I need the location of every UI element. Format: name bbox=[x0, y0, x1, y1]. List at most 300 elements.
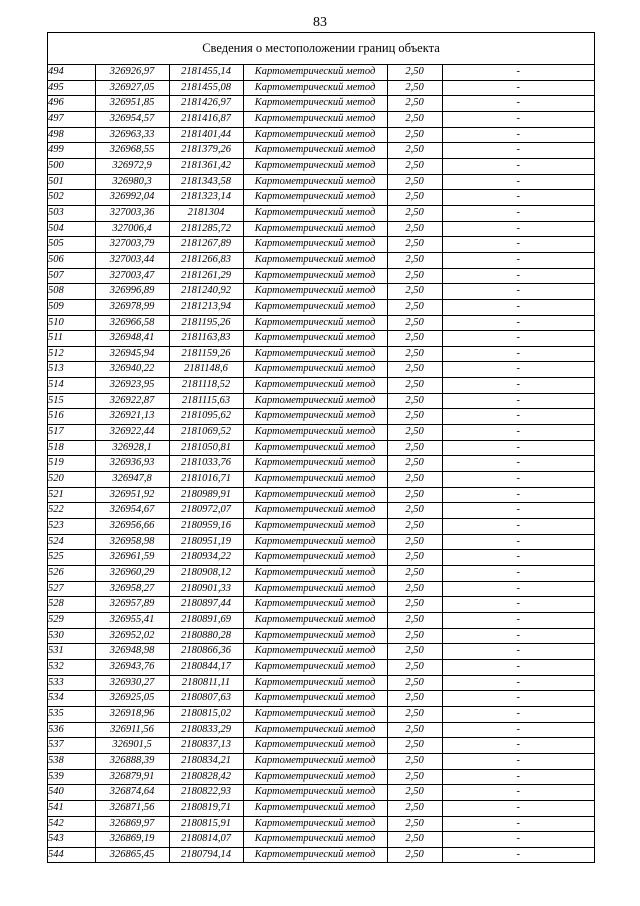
note-cell: - bbox=[442, 472, 594, 488]
note-cell: - bbox=[442, 800, 594, 816]
coordinate-x: 326871,56 bbox=[95, 800, 169, 816]
coordinate-y: 2180828,42 bbox=[169, 769, 243, 785]
table-row bbox=[48, 315, 594, 331]
accuracy-cell: 2,50 bbox=[387, 691, 442, 707]
coordinate-x: 326869,97 bbox=[95, 816, 169, 832]
coordinate-x: 327006,4 bbox=[95, 221, 169, 237]
note-cell: - bbox=[442, 143, 594, 159]
table-row bbox=[48, 769, 594, 785]
method-cell: Картометрический метод bbox=[243, 174, 387, 190]
accuracy-cell: 2,50 bbox=[387, 284, 442, 300]
method-cell: Картометрический метод bbox=[243, 205, 387, 221]
accuracy-cell: 2,50 bbox=[387, 612, 442, 628]
coordinate-x: 326972,9 bbox=[95, 158, 169, 174]
coordinate-y: 2180866,36 bbox=[169, 644, 243, 660]
method-cell: Картометрический метод bbox=[243, 362, 387, 378]
note-cell: - bbox=[442, 659, 594, 675]
boundary-sheet bbox=[47, 32, 595, 863]
note-cell: - bbox=[442, 785, 594, 801]
note-cell: - bbox=[442, 315, 594, 331]
coordinate-y: 2181401,44 bbox=[169, 127, 243, 143]
point-number: 496 bbox=[48, 96, 95, 112]
accuracy-cell: 2,50 bbox=[387, 331, 442, 347]
point-number: 526 bbox=[48, 566, 95, 582]
coordinate-y: 2181455,14 bbox=[169, 65, 243, 80]
note-cell: - bbox=[442, 566, 594, 582]
coordinate-x: 326951,85 bbox=[95, 96, 169, 112]
coordinate-y: 2180844,17 bbox=[169, 659, 243, 675]
coordinate-x: 326926,97 bbox=[95, 65, 169, 80]
method-cell: Картометрический метод bbox=[243, 80, 387, 96]
point-number: 534 bbox=[48, 691, 95, 707]
method-cell: Картометрический метод bbox=[243, 456, 387, 472]
point-number: 525 bbox=[48, 550, 95, 566]
coordinate-x: 326961,59 bbox=[95, 550, 169, 566]
coordinate-x: 326921,13 bbox=[95, 409, 169, 425]
table-row bbox=[48, 550, 594, 566]
point-number: 540 bbox=[48, 785, 95, 801]
coordinate-y: 2180989,91 bbox=[169, 487, 243, 503]
table-row bbox=[48, 847, 594, 862]
note-cell: - bbox=[442, 190, 594, 206]
note-cell: - bbox=[442, 237, 594, 253]
coordinate-y: 2180880,28 bbox=[169, 628, 243, 644]
point-number: 501 bbox=[48, 174, 95, 190]
coordinate-y: 2180908,12 bbox=[169, 566, 243, 582]
point-number: 510 bbox=[48, 315, 95, 331]
coordinate-x: 326996,89 bbox=[95, 284, 169, 300]
point-number: 515 bbox=[48, 393, 95, 409]
point-number: 535 bbox=[48, 706, 95, 722]
note-cell: - bbox=[442, 96, 594, 112]
coordinate-x: 326948,41 bbox=[95, 331, 169, 347]
coordinate-x: 326957,89 bbox=[95, 597, 169, 613]
method-cell: Картометрический метод bbox=[243, 816, 387, 832]
table-row bbox=[48, 816, 594, 832]
coordinate-x: 326963,33 bbox=[95, 127, 169, 143]
point-number: 533 bbox=[48, 675, 95, 691]
accuracy-cell: 2,50 bbox=[387, 644, 442, 660]
coordinate-y: 2181323,14 bbox=[169, 190, 243, 206]
coordinate-y: 2180815,02 bbox=[169, 706, 243, 722]
table-row bbox=[48, 503, 594, 519]
accuracy-cell: 2,50 bbox=[387, 127, 442, 143]
table-row bbox=[48, 268, 594, 284]
coordinate-y: 2181033,76 bbox=[169, 456, 243, 472]
accuracy-cell: 2,50 bbox=[387, 738, 442, 754]
accuracy-cell: 2,50 bbox=[387, 816, 442, 832]
coordinate-y: 2181148,6 bbox=[169, 362, 243, 378]
coordinate-y: 2180807,63 bbox=[169, 691, 243, 707]
note-cell: - bbox=[516, 848, 520, 860]
table-row bbox=[48, 472, 594, 488]
accuracy-cell: 2,50 bbox=[387, 409, 442, 425]
coordinate-y: 2180811,11 bbox=[169, 675, 243, 691]
method-cell: Картометрический метод bbox=[243, 785, 387, 801]
note-cell: - bbox=[442, 346, 594, 362]
table-row bbox=[48, 440, 594, 456]
point-number: 532 bbox=[48, 659, 95, 675]
coordinate-x: 326958,27 bbox=[95, 581, 169, 597]
point-number: 502 bbox=[48, 190, 95, 206]
accuracy-cell: 2,50 bbox=[387, 221, 442, 237]
coordinate-y: 2180891,69 bbox=[169, 612, 243, 628]
accuracy-cell: 2,50 bbox=[387, 456, 442, 472]
coordinate-y: 2180833,29 bbox=[169, 722, 243, 738]
method-cell: Картометрический метод bbox=[243, 534, 387, 550]
accuracy-cell: 2,50 bbox=[387, 237, 442, 253]
method-cell: Картометрический метод bbox=[243, 111, 387, 127]
coordinate-x: 326943,76 bbox=[95, 659, 169, 675]
note-cell: - bbox=[442, 612, 594, 628]
accuracy-cell: 2,50 bbox=[387, 315, 442, 331]
method-cell: Картометрический метод bbox=[243, 581, 387, 597]
method-cell: Картометрический метод bbox=[243, 597, 387, 613]
point-number: 513 bbox=[48, 362, 95, 378]
note-cell: - bbox=[442, 65, 594, 80]
method-cell: Картометрический метод bbox=[243, 675, 387, 691]
accuracy-cell: 2,50 bbox=[387, 143, 442, 159]
point-number: 518 bbox=[48, 440, 95, 456]
coordinate-x: 327003,79 bbox=[95, 237, 169, 253]
table-row bbox=[48, 65, 594, 80]
table-row bbox=[48, 362, 594, 378]
table-row bbox=[48, 158, 594, 174]
note-cell: - bbox=[442, 644, 594, 660]
point-number: 528 bbox=[48, 597, 95, 613]
table-row bbox=[48, 190, 594, 206]
coordinate-y: 2181016,71 bbox=[169, 472, 243, 488]
table-row bbox=[48, 628, 594, 644]
point-number: 517 bbox=[48, 425, 95, 441]
coordinate-x: 327003,36 bbox=[95, 205, 169, 221]
accuracy-cell: 2,50 bbox=[387, 378, 442, 394]
note-cell: - bbox=[442, 425, 594, 441]
method-cell: Картометрический метод bbox=[243, 550, 387, 566]
table-row bbox=[48, 299, 594, 315]
point-number: 505 bbox=[48, 237, 95, 253]
table-row bbox=[48, 597, 594, 613]
coordinate-x: 326958,98 bbox=[95, 534, 169, 550]
coordinate-x: 326956,66 bbox=[95, 519, 169, 535]
method-cell: Картометрический метод bbox=[243, 847, 387, 862]
note-cell: - bbox=[442, 362, 594, 378]
table-row bbox=[48, 487, 594, 503]
method-cell: Картометрический метод bbox=[243, 190, 387, 206]
table-row bbox=[48, 346, 594, 362]
method-cell: Картометрический метод bbox=[243, 237, 387, 253]
method-cell: Картометрический метод bbox=[243, 346, 387, 362]
coordinate-x: 326927,05 bbox=[95, 80, 169, 96]
coordinate-y: 2180934,22 bbox=[169, 550, 243, 566]
coordinate-y: 2181285,72 bbox=[169, 221, 243, 237]
coordinate-x: 326928,1 bbox=[95, 440, 169, 456]
coordinate-y: 2181159,26 bbox=[169, 346, 243, 362]
note-cell: - bbox=[442, 597, 594, 613]
coordinate-x: 326922,44 bbox=[95, 425, 169, 441]
coordinate-y: 2181095,62 bbox=[169, 409, 243, 425]
note-cell: - bbox=[442, 284, 594, 300]
method-cell: Картометрический метод bbox=[243, 299, 387, 315]
coordinate-x: 326930,27 bbox=[95, 675, 169, 691]
coordinate-x: 326945,94 bbox=[95, 346, 169, 362]
point-number: 542 bbox=[48, 816, 95, 832]
method-cell: Картометрический метод bbox=[243, 440, 387, 456]
table-row bbox=[48, 534, 594, 550]
coordinate-x: 326951,92 bbox=[95, 487, 169, 503]
note-cell: - bbox=[442, 832, 594, 848]
table-row bbox=[48, 832, 594, 848]
point-number: 511 bbox=[48, 331, 95, 347]
accuracy-cell: 2,50 bbox=[387, 785, 442, 801]
coordinate-x: 326955,41 bbox=[95, 612, 169, 628]
coordinate-y: 2180897,44 bbox=[169, 597, 243, 613]
coordinate-y: 2181261,29 bbox=[169, 268, 243, 284]
note-cell: - bbox=[442, 252, 594, 268]
accuracy-cell: 2,50 bbox=[387, 550, 442, 566]
note-cell: - bbox=[442, 440, 594, 456]
coordinate-y: 2180959,16 bbox=[169, 519, 243, 535]
coordinate-y: 2181118,52 bbox=[169, 378, 243, 394]
accuracy-cell: 2,50 bbox=[387, 581, 442, 597]
table-row bbox=[48, 456, 594, 472]
coordinate-x: 326948,98 bbox=[95, 644, 169, 660]
coordinate-y: 2180901,33 bbox=[169, 581, 243, 597]
method-cell: Картометрический метод bbox=[243, 691, 387, 707]
table-row bbox=[48, 644, 594, 660]
note-cell: - bbox=[442, 205, 594, 221]
method-cell: Картометрический метод bbox=[243, 393, 387, 409]
method-cell: Картометрический метод bbox=[243, 96, 387, 112]
accuracy-cell: 2,50 bbox=[387, 299, 442, 315]
method-cell: Картометрический метод bbox=[243, 706, 387, 722]
point-number: 500 bbox=[48, 158, 95, 174]
coordinate-x: 326923,95 bbox=[95, 378, 169, 394]
table-row bbox=[48, 205, 594, 221]
section-title: Сведения о местоположении границ объекта bbox=[48, 33, 594, 65]
note-cell: - bbox=[442, 299, 594, 315]
note-cell: - bbox=[442, 503, 594, 519]
point-number: 508 bbox=[48, 284, 95, 300]
note-cell: - bbox=[442, 487, 594, 503]
coordinate-y: 2180814,07 bbox=[169, 832, 243, 848]
coordinate-x: 326879,91 bbox=[95, 769, 169, 785]
point-number: 522 bbox=[48, 503, 95, 519]
note-cell: - bbox=[442, 691, 594, 707]
note-cell: - bbox=[442, 769, 594, 785]
note-cell: - bbox=[442, 111, 594, 127]
table-row bbox=[48, 96, 594, 112]
table-row bbox=[48, 785, 594, 801]
note-cell: - bbox=[442, 331, 594, 347]
accuracy-cell: 2,50 bbox=[387, 832, 442, 848]
method-cell: Картометрический метод bbox=[243, 753, 387, 769]
point-number: 512 bbox=[48, 346, 95, 362]
note-cell: - bbox=[442, 628, 594, 644]
point-number: 524 bbox=[48, 534, 95, 550]
accuracy-cell: 2,50 bbox=[387, 96, 442, 112]
point-number: 536 bbox=[48, 722, 95, 738]
accuracy-cell: 2,50 bbox=[387, 675, 442, 691]
note-cell: - bbox=[442, 753, 594, 769]
coordinate-x: 326978,99 bbox=[95, 299, 169, 315]
coordinate-y: 2181266,83 bbox=[169, 252, 243, 268]
accuracy-cell: 2,50 bbox=[387, 252, 442, 268]
note-cell: - bbox=[442, 268, 594, 284]
accuracy-cell: 2,50 bbox=[387, 534, 442, 550]
point-number: 514 bbox=[48, 378, 95, 394]
point-number: 498 bbox=[48, 127, 95, 143]
accuracy-cell: 2,50 bbox=[387, 800, 442, 816]
coordinate-y: 2181426,97 bbox=[169, 96, 243, 112]
accuracy-cell: 2,50 bbox=[387, 487, 442, 503]
table-row bbox=[48, 378, 594, 394]
method-cell: Картометрический метод bbox=[243, 659, 387, 675]
coordinate-x: 326947,8 bbox=[95, 472, 169, 488]
table-row bbox=[48, 425, 594, 441]
coordinate-x: 326992,04 bbox=[95, 190, 169, 206]
method-cell: Картометрический метод bbox=[243, 268, 387, 284]
method-cell: Картометрический метод bbox=[243, 65, 387, 80]
table-row bbox=[48, 409, 594, 425]
method-cell: Картометрический метод bbox=[243, 331, 387, 347]
note-cell: - bbox=[442, 174, 594, 190]
point-number: 494 bbox=[48, 65, 95, 80]
method-cell: Картометрический метод bbox=[243, 628, 387, 644]
point-number: 495 bbox=[48, 80, 95, 96]
note-cell: - bbox=[442, 738, 594, 754]
accuracy-cell: 2,50 bbox=[387, 65, 442, 80]
coordinate-y: 2180972,07 bbox=[169, 503, 243, 519]
accuracy-cell: 2,50 bbox=[387, 597, 442, 613]
coordinate-y: 2181379,26 bbox=[169, 143, 243, 159]
table-row bbox=[48, 284, 594, 300]
accuracy-cell: 2,50 bbox=[387, 628, 442, 644]
point-number: 523 bbox=[48, 519, 95, 535]
method-cell: Картометрический метод bbox=[243, 221, 387, 237]
note-cell: - bbox=[442, 158, 594, 174]
method-cell: Картометрический метод bbox=[243, 315, 387, 331]
coordinate-y: 2181416,87 bbox=[169, 111, 243, 127]
accuracy-cell: 2,50 bbox=[387, 362, 442, 378]
table-row bbox=[48, 675, 594, 691]
page-number: 83 bbox=[313, 15, 327, 30]
point-number: 543 bbox=[48, 832, 95, 848]
accuracy-cell: 2,50 bbox=[387, 268, 442, 284]
note-cell: - bbox=[442, 221, 594, 237]
note-cell: - bbox=[442, 550, 594, 566]
accuracy-cell: 2,50 bbox=[387, 80, 442, 96]
accuracy-cell: 2,50 bbox=[387, 659, 442, 675]
coordinate-x: 326922,87 bbox=[95, 393, 169, 409]
coordinate-x: 326874,64 bbox=[95, 785, 169, 801]
note-cell: - bbox=[442, 534, 594, 550]
table-body bbox=[48, 65, 594, 862]
coordinate-x: 326911,56 bbox=[95, 722, 169, 738]
accuracy-cell: 2,50 bbox=[387, 440, 442, 456]
accuracy-cell: 2,50 bbox=[387, 393, 442, 409]
note-cell: - bbox=[442, 581, 594, 597]
accuracy-cell: 2,50 bbox=[387, 769, 442, 785]
accuracy-cell: 2,50 bbox=[387, 174, 442, 190]
method-cell: Картометрический метод bbox=[243, 566, 387, 582]
coordinate-y: 2180815,91 bbox=[169, 816, 243, 832]
table-row bbox=[48, 80, 594, 96]
table-row bbox=[48, 800, 594, 816]
point-number: 539 bbox=[48, 769, 95, 785]
point-number: 530 bbox=[48, 628, 95, 644]
accuracy-cell: 2,50 bbox=[387, 566, 442, 582]
accuracy-cell: 2,50 bbox=[387, 753, 442, 769]
coordinate-y: 2181069,52 bbox=[169, 425, 243, 441]
table-row bbox=[48, 659, 594, 675]
method-cell: Картометрический метод bbox=[243, 158, 387, 174]
method-cell: Картометрический метод bbox=[243, 378, 387, 394]
coordinate-x: 326966,58 bbox=[95, 315, 169, 331]
coordinate-x: 327003,47 bbox=[95, 268, 169, 284]
coordinate-x: 326925,05 bbox=[95, 691, 169, 707]
coordinate-x: 326901,5 bbox=[95, 738, 169, 754]
coordinate-x: 326888,39 bbox=[95, 753, 169, 769]
table-row bbox=[48, 111, 594, 127]
table-row bbox=[48, 519, 594, 535]
coordinate-y: 2180822,93 bbox=[169, 785, 243, 801]
point-number: 521 bbox=[48, 487, 95, 503]
point-number: 531 bbox=[48, 644, 95, 660]
note-cell: - bbox=[442, 519, 594, 535]
coordinate-y: 2180834,21 bbox=[169, 753, 243, 769]
coordinate-y: 2180794,14 bbox=[169, 847, 243, 862]
method-cell: Картометрический метод bbox=[243, 127, 387, 143]
table-row bbox=[48, 753, 594, 769]
coordinate-x: 326918,96 bbox=[95, 706, 169, 722]
table-row bbox=[48, 331, 594, 347]
coordinate-x: 326980,3 bbox=[95, 174, 169, 190]
accuracy-cell: 2,50 bbox=[387, 425, 442, 441]
coordinate-x: 326952,02 bbox=[95, 628, 169, 644]
coordinate-y: 2181240,92 bbox=[169, 284, 243, 300]
point-number: 504 bbox=[48, 221, 95, 237]
note-cell: - bbox=[442, 722, 594, 738]
method-cell: Картометрический метод bbox=[243, 519, 387, 535]
accuracy-cell: 2,50 bbox=[387, 706, 442, 722]
point-number: 507 bbox=[48, 268, 95, 284]
accuracy-cell: 2,50 bbox=[387, 205, 442, 221]
method-cell: Картометрический метод bbox=[243, 252, 387, 268]
point-number: 527 bbox=[48, 581, 95, 597]
table-row bbox=[48, 237, 594, 253]
coordinate-y: 2181455,08 bbox=[169, 80, 243, 96]
accuracy-cell: 2,50 bbox=[387, 190, 442, 206]
coordinate-y: 2181361,42 bbox=[169, 158, 243, 174]
table-row bbox=[48, 393, 594, 409]
table-row bbox=[48, 174, 594, 190]
table-row bbox=[48, 612, 594, 628]
point-number: 537 bbox=[48, 738, 95, 754]
note-cell: - bbox=[442, 378, 594, 394]
accuracy-cell: 2,50 bbox=[387, 111, 442, 127]
note-cell: - bbox=[442, 80, 594, 96]
table-row bbox=[48, 706, 594, 722]
method-cell: Картометрический метод bbox=[243, 143, 387, 159]
note-cell: - bbox=[442, 675, 594, 691]
accuracy-cell: 2,50 bbox=[387, 519, 442, 535]
table-row bbox=[48, 691, 594, 707]
coordinate-x: 326936,93 bbox=[95, 456, 169, 472]
boundary-points-table bbox=[48, 65, 594, 862]
point-number: 538 bbox=[48, 753, 95, 769]
note-cell: - bbox=[442, 456, 594, 472]
